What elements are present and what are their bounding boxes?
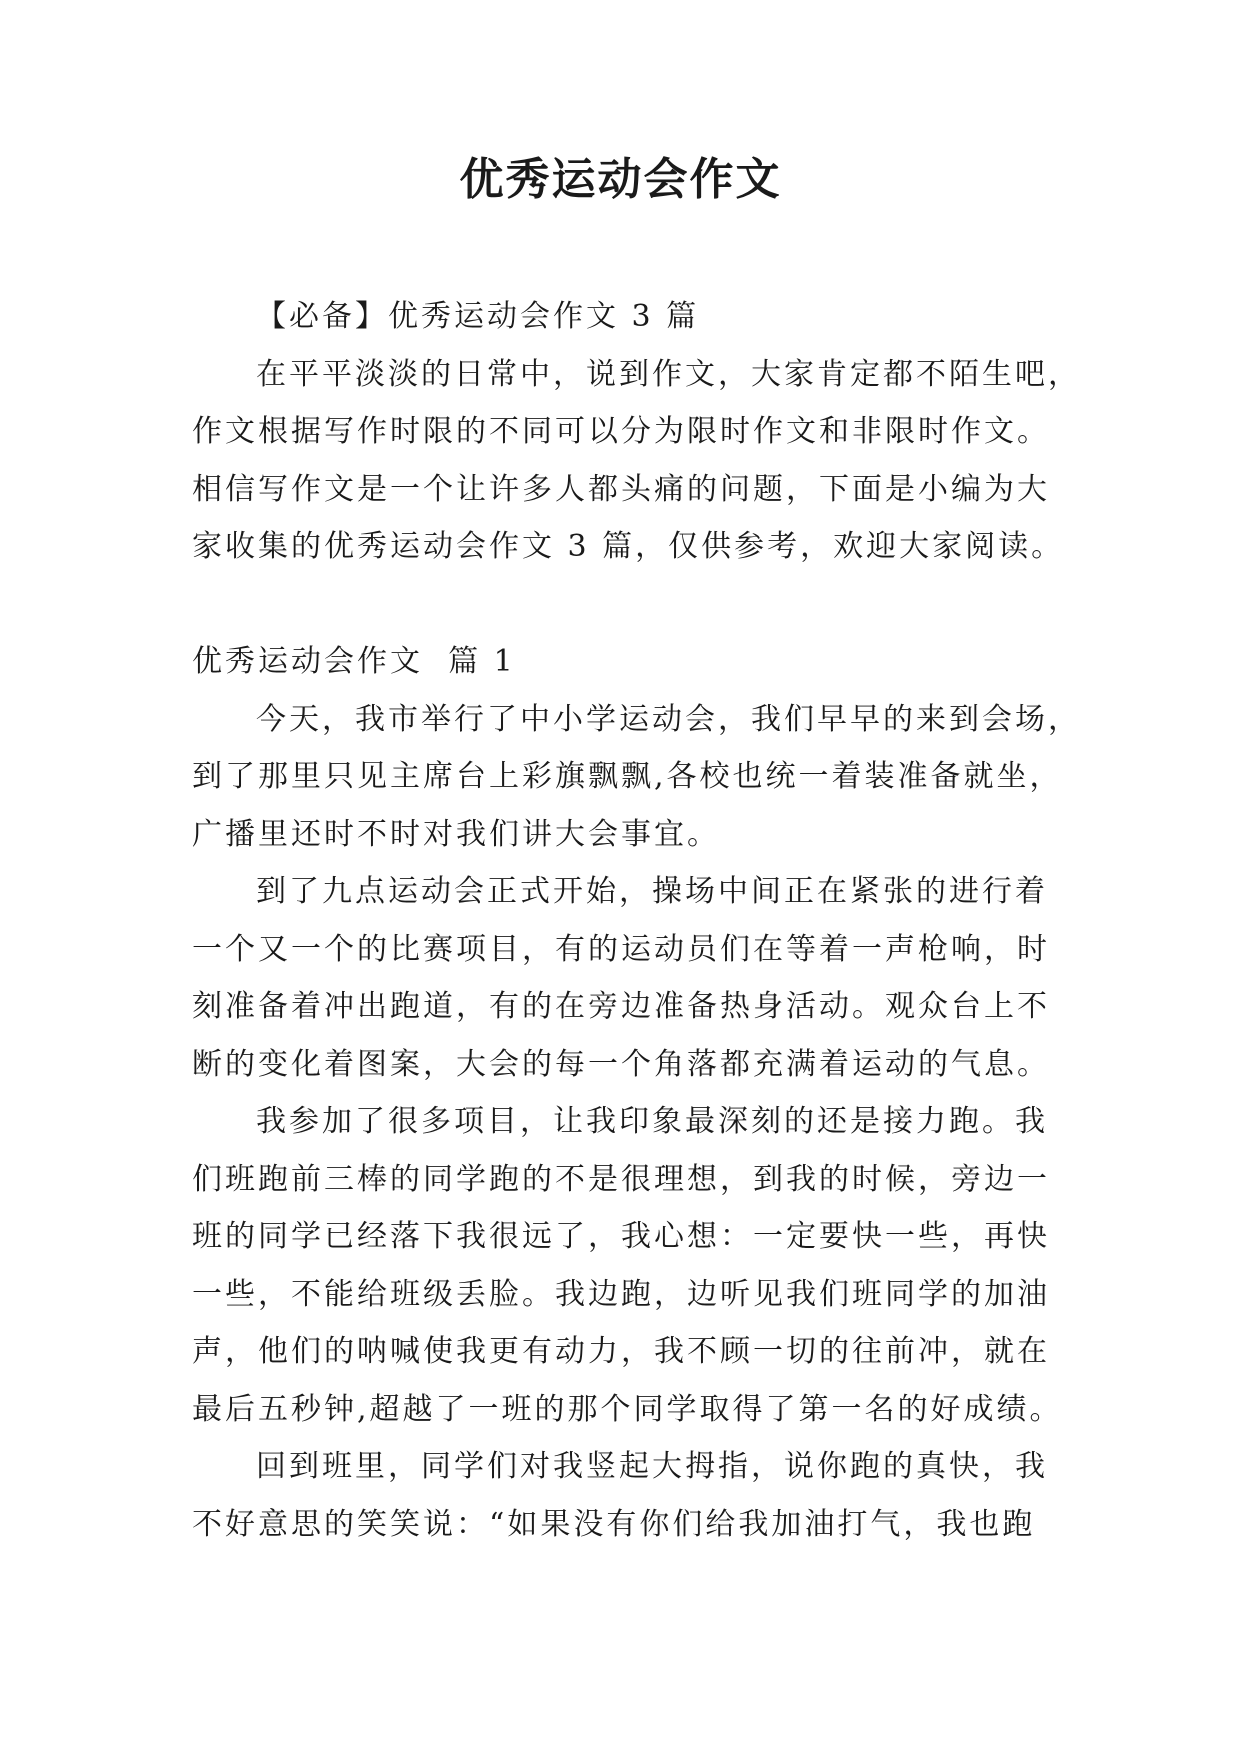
paragraph-line: 我参加了很多项目，让我印象最深刻的还是接力跑。我 bbox=[256, 1104, 1048, 1139]
paragraph-line: 回到班里，同学们对我竖起大拇指，说你跑的真快，我 bbox=[256, 1449, 1048, 1484]
document-body bbox=[192, 288, 1081, 1553]
paragraph-line: 一个又一个的比赛项目，有的运动员们在等着一声枪响，时 bbox=[192, 931, 1050, 967]
intro-paragraph-line: 作文根据写作时限的不同可以分为限时作文和非限时作文。 bbox=[192, 414, 1050, 449]
paragraph-line: 到了九点运动会正式开始，操场中间正在紧张的进行着 bbox=[256, 874, 1048, 909]
paragraph-line: 刻准备着冲出跑道，有的在旁边准备热身活动。观众台上不 bbox=[192, 989, 1050, 1024]
intro-paragraph-line: 相信写作文是一个让许多人都头痛的问题，下面是小编为大 bbox=[192, 471, 1050, 507]
paragraph-line: 断的变化着图案，大会的每一个角落都充满着运动的气息。 bbox=[192, 1046, 1050, 1082]
intro-paragraph-line: 在平平淡淡的日常中，说到作文，大家肯定都不陌生吧， bbox=[256, 356, 1081, 392]
paragraph-line: 声，他们的呐喊使我更有动力，我不顾一切的往前冲，就在 bbox=[192, 1334, 1050, 1369]
paragraph-line: 们班跑前三棒的同学跑的不是很理想，到我的时候，旁边一 bbox=[192, 1161, 1050, 1197]
paragraph-line: 最后五秒钟,超越了一班的那个同学取得了第一名的好成绩。 bbox=[192, 1391, 1063, 1427]
intro-paragraph-line: 家收集的优秀运动会作文 3 篇，仅供参考，欢迎大家阅读。 bbox=[192, 529, 1065, 564]
paragraph-line: 广播里还时不时对我们讲大会事宜。 bbox=[192, 816, 720, 852]
paragraph-line: 到了那里只见主席台上彩旗飘飘,各校也统一着装准备就坐， bbox=[192, 759, 1063, 794]
paragraph-line: 今天，我市举行了中小学运动会，我们早早的来到会场， bbox=[256, 701, 1081, 737]
document-title: 优秀运动会作文 bbox=[459, 154, 782, 205]
paragraph-line: 不好意思的笑笑说：“如果没有你们给我加油打气，我也跑 bbox=[192, 1506, 1036, 1542]
paragraph-line: 一些，不能给班级丢脸。我边跑，边听见我们班同学的加油 bbox=[192, 1276, 1050, 1312]
paragraph-line: 班的同学已经落下我很远了，我心想：一定要快一些，再快 bbox=[192, 1219, 1050, 1254]
section-heading: 优秀运动会作文 篇 1 bbox=[192, 644, 516, 679]
intro-tag-line: 【必备】优秀运动会作文 3 篇 bbox=[256, 299, 700, 334]
section-spacer bbox=[192, 576, 1062, 634]
